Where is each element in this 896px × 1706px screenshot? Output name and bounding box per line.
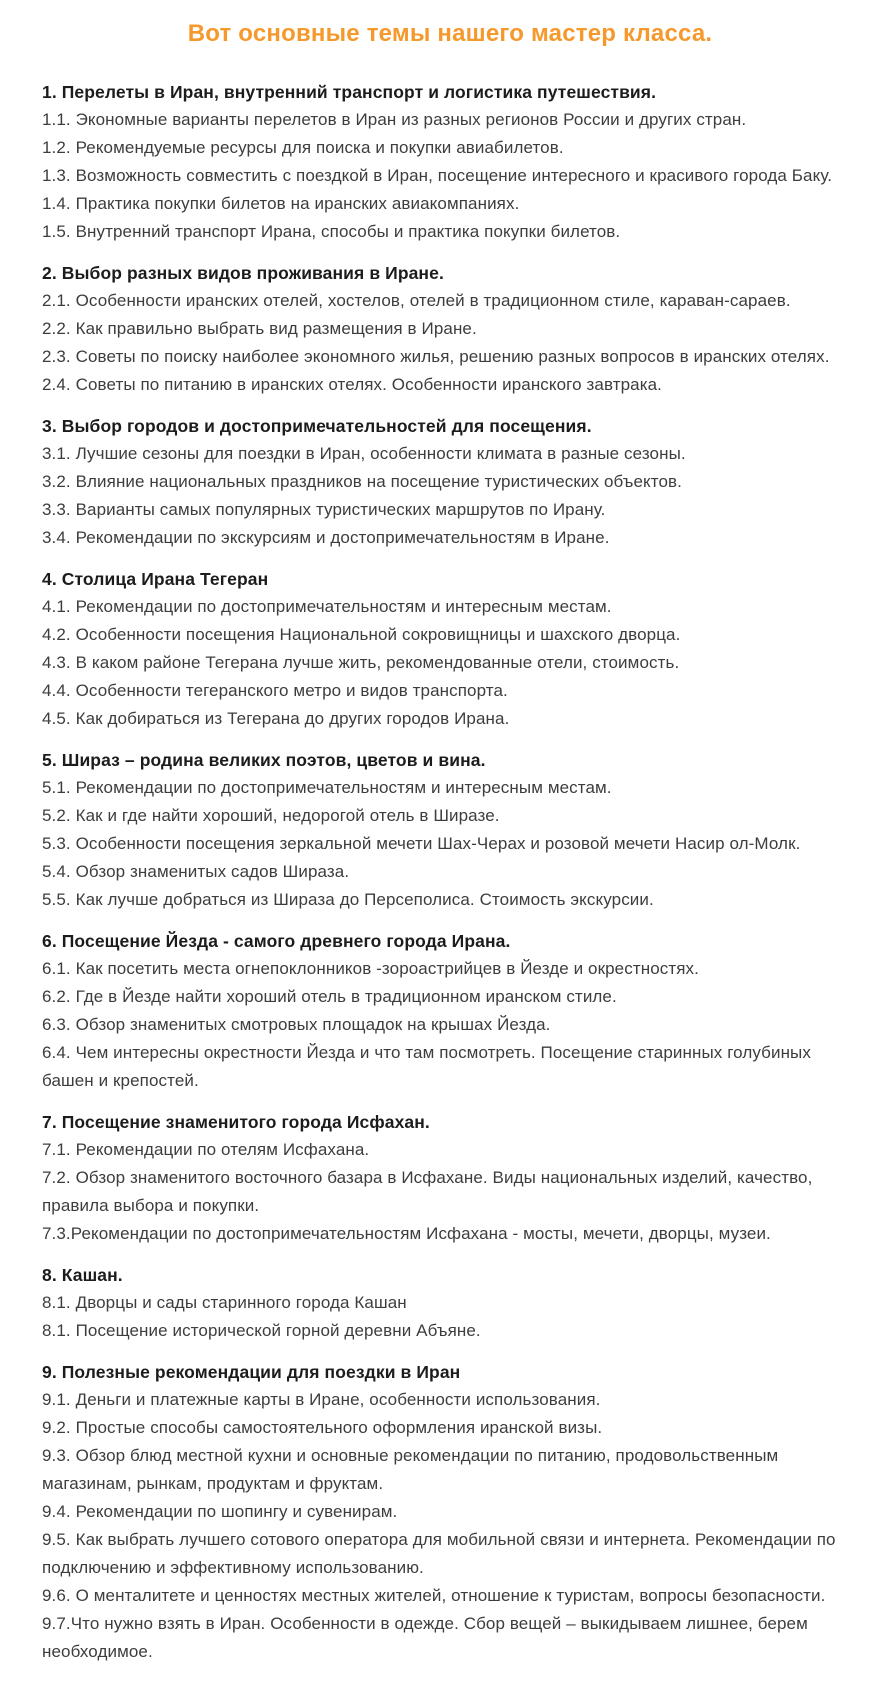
section-heading: 1. Перелеты в Иран, внутренний транспорт и логистика путешествия.	[42, 82, 657, 102]
topics-list	[42, 78, 858, 1666]
section-heading: 9. Полезные рекомендации для поездки в Иран	[42, 1362, 461, 1382]
topic-item: 3.4. Рекомендации по экскурсиям и достопримечательностям в Иране.	[42, 528, 610, 547]
topic-section	[42, 1108, 858, 1248]
topic-item: 4.5. Как добираться из Тегерана до других городов Ирана.	[42, 709, 510, 728]
topic-item: 7.1. Рекомендации по отелям Исфахана.	[42, 1140, 370, 1159]
topic-item: 7.2. Обзор знаменитого восточного базара в Исфахане. Виды национальных изделий, качество, правила выбора и покупки.	[42, 1168, 813, 1215]
topic-section	[42, 927, 858, 1095]
topic-item: 7.3.Рекомендации по достопримечательностям Исфахана - мосты, мечети, дворцы, музеи.	[42, 1224, 771, 1243]
topic-item: 8.1. Дворцы и сады старинного города Кашан	[42, 1293, 407, 1312]
topic-item: 4.3. В каком районе Тегерана лучше жить, рекомендованные отели, стоимость.	[42, 653, 680, 672]
topic-section	[42, 78, 858, 246]
topic-item: 5.5. Как лучше добраться из Шираза до Персеполиса. Стоимость экскурсии.	[42, 890, 654, 909]
topic-item: 4.4. Особенности тегеранского метро и видов транспорта.	[42, 681, 508, 700]
topic-section	[42, 259, 858, 399]
page-title: Вот основные темы нашего мастер класса.	[187, 20, 713, 47]
topic-item: 9.2. Простые способы самостоятельного оформления иранской визы.	[42, 1418, 603, 1437]
topic-item: 2.2. Как правильно выбрать вид размещения в Иране.	[42, 319, 477, 338]
topic-item: 5.4. Обзор знаменитых садов Шираза.	[42, 862, 350, 881]
topic-item: 4.1. Рекомендации по достопримечательностям и интересным местам.	[42, 597, 612, 616]
section-heading: 5. Шираз – родина великих поэтов, цветов и вина.	[42, 750, 486, 770]
topic-section	[42, 412, 858, 552]
topic-item: 1.3. Возможность совместить с поездкой в Иран, посещение интересного и красивого города Баку.	[42, 166, 833, 185]
topic-item: 9.1. Деньги и платежные карты в Иране, особенности использования.	[42, 1390, 601, 1409]
topic-section	[42, 1261, 858, 1345]
section-heading: 6. Посещение Йезда - самого древнего города Ирана.	[42, 931, 511, 951]
section-heading: 3. Выбор городов и достопримечательностей для посещения.	[42, 416, 592, 436]
topic-section	[42, 1358, 858, 1666]
topic-item: 2.1. Особенности иранских отелей, хостелов, отелей в традиционном стиле, караван-сараев.	[42, 291, 791, 310]
section-heading: 7. Посещение знаменитого города Исфахан.	[42, 1112, 430, 1132]
topic-section	[42, 565, 858, 733]
topic-item: 3.3. Варианты самых популярных туристических маршрутов по Ирану.	[42, 500, 606, 519]
topic-item: 8.1. Посещение исторической горной деревни Абъяне.	[42, 1321, 481, 1340]
topic-item: 1.5. Внутренний транспорт Ирана, способы и практика покупки билетов.	[42, 222, 621, 241]
topic-item: 5.1. Рекомендации по достопримечательностям и интересным местам.	[42, 778, 612, 797]
section-heading: 8. Кашан.	[42, 1265, 123, 1285]
topic-item: 9.6. О менталитете и ценностях местных жителей, отношение к туристам, вопросы безопасности.	[42, 1586, 826, 1605]
topic-item: 6.3. Обзор знаменитых смотровых площадок на крышах Йезда.	[42, 1015, 551, 1034]
topic-item: 6.4. Чем интересны окрестности Йезда и что там посмотреть. Посещение старинных голубиных башен и крепостей.	[42, 1043, 811, 1090]
topic-item: 3.1. Лучшие сезоны для поездки в Иран, особенности климата в разные сезоны.	[42, 444, 686, 463]
topic-item: 9.5. Как выбрать лучшего сотового оператора для мобильной связи и интернета. Рекомендации по подключению и эффективному использованию.	[42, 1530, 836, 1577]
topic-item: 3.2. Влияние национальных праздников на посещение туристических объектов.	[42, 472, 682, 491]
topic-item: 6.1. Как посетить места огнепоклонников -зороастрийцев в Йезде и окрестностях.	[42, 959, 699, 978]
topic-item: 6.2. Где в Йезде найти хороший отель в традиционном иранском стиле.	[42, 987, 617, 1006]
topic-item: 4.2. Особенности посещения Национальной сокровищницы и шахского дворца.	[42, 625, 681, 644]
topic-item: 2.4. Советы по питанию в иранских отелях. Особенности иранского завтрака.	[42, 375, 662, 394]
topic-item: 1.1. Экономные варианты перелетов в Иран из разных регионов России и других стран.	[42, 110, 747, 129]
topic-item: 2.3. Советы по поиску наиболее экономного жилья, решению разных вопросов в иранских отелях.	[42, 347, 830, 366]
section-heading: 4. Столица Ирана Тегеран	[42, 569, 269, 589]
section-heading: 2. Выбор разных видов проживания в Иране.	[42, 263, 444, 283]
topic-item: 1.2. Рекомендуемые ресурсы для поиска и покупки авиабилетов.	[42, 138, 564, 157]
topic-item: 9.4. Рекомендации по шопингу и сувенирам.	[42, 1502, 398, 1521]
topic-item: 5.3. Особенности посещения зеркальной мечети Шах-Черах и розовой мечети Насир ол-Молк.	[42, 834, 801, 853]
topic-item: 5.2. Как и где найти хороший, недорогой отель в Ширазе.	[42, 806, 500, 825]
topic-section	[42, 746, 858, 914]
topic-item: 1.4. Практика покупки билетов на иранских авиакомпаниях.	[42, 194, 520, 213]
topic-item: 9.3. Обзор блюд местной кухни и основные рекомендации по питанию, продовольственным магазинам, рынкам, продуктам и фруктам.	[42, 1446, 779, 1493]
topic-item: 9.7.Что нужно взять в Иран. Особенности в одежде. Сбор вещей – выкидываем лишнее, берем необходимое.	[42, 1614, 808, 1661]
